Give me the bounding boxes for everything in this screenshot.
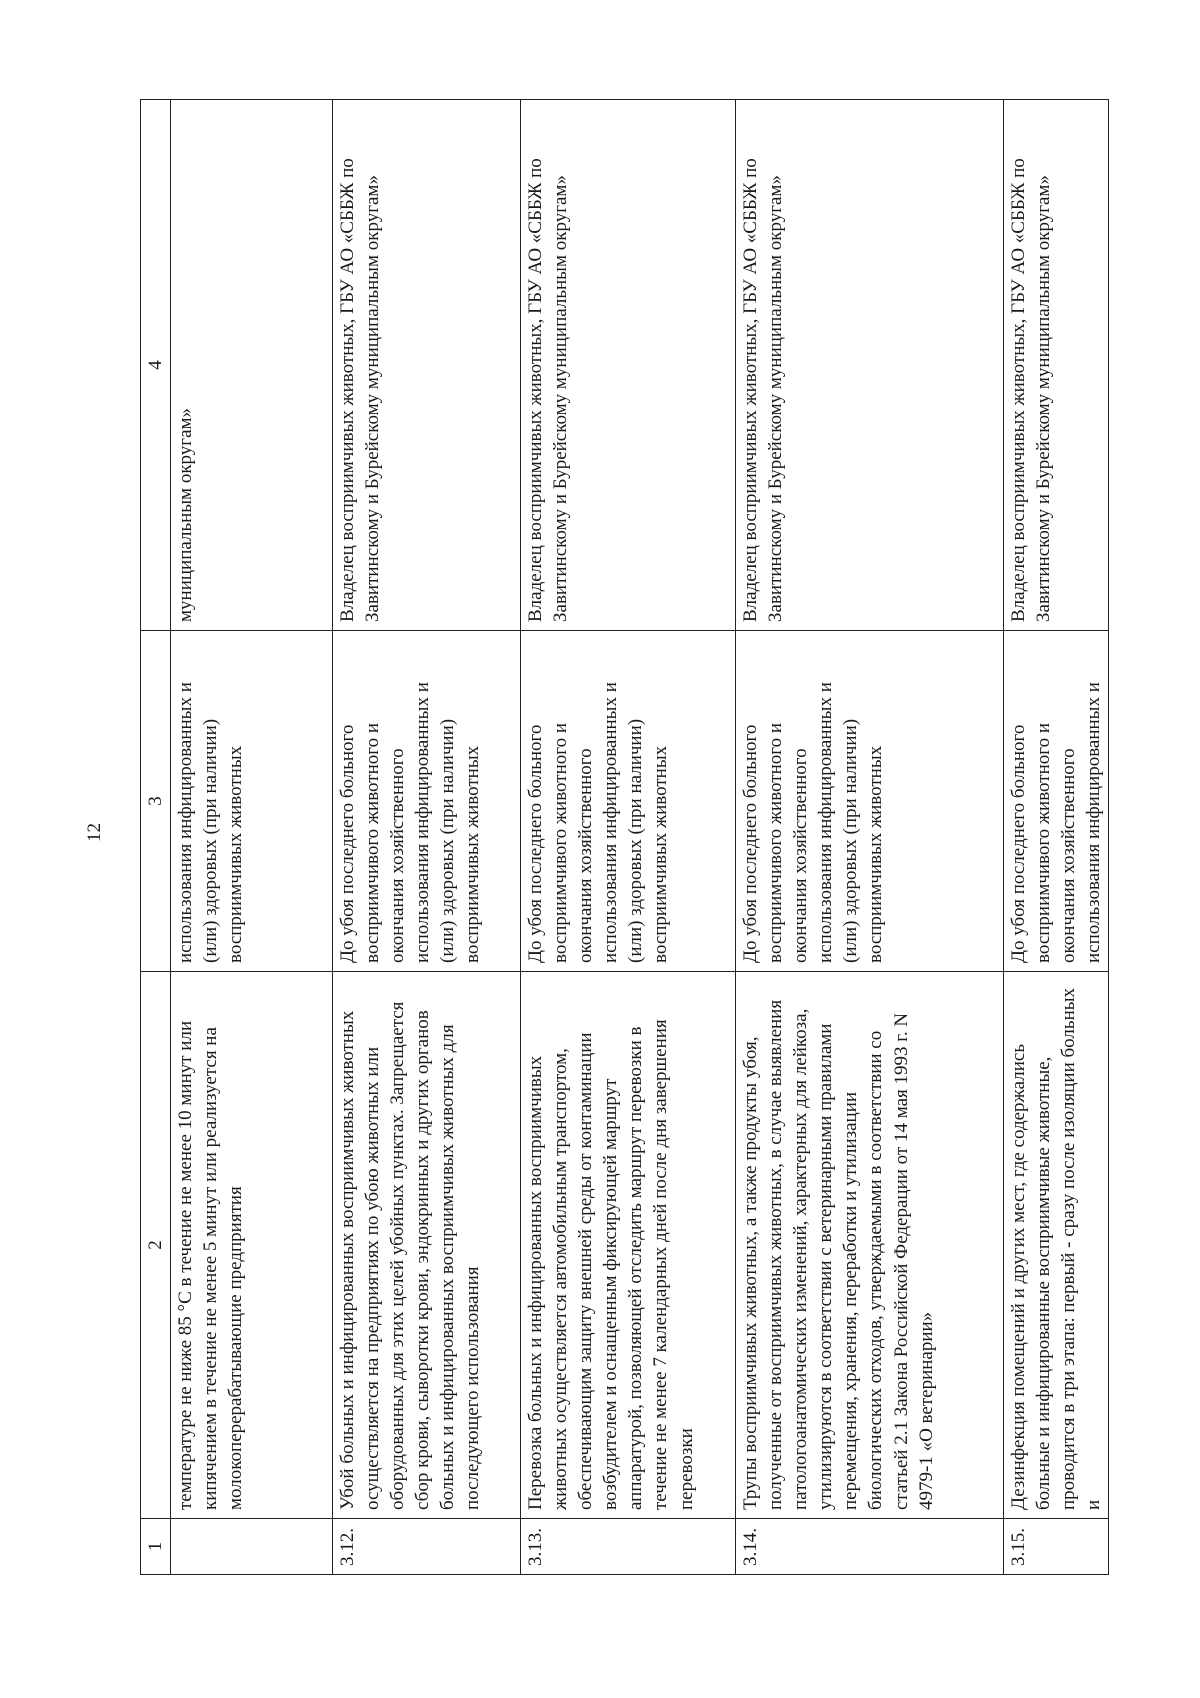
table-row [1004,100,1109,1575]
measure-cell: Перевозка больных и инфицированных восприимчивых животных осуществляется автомобильным транспортом, обеспечивающим защиту внешней среды от контаминации возбудителем и оснащенным фиксирующей маршрут аппаратурой, позволяющей отследить маршрут перевозки в течение не менее 7 календарных дней после дня завершения перевозки [521,972,736,1519]
table-row [521,100,736,1575]
page-number: 12 [84,823,105,842]
rotated-table-wrapper [140,100,1105,1575]
row-number: 3.14. [736,1519,1004,1575]
term-cell: До убоя последнего больного восприимчивого животного и окончания хозяйственного использования инфицированных и (или) здоровых (при наличии) восприимчивых животных [333,631,521,972]
table-row [333,100,521,1575]
row-number: 3.13. [521,1519,736,1575]
table-row [736,100,1004,1575]
responsible-cell: муниципальным округам» [171,100,333,631]
measure-cell: Трупы восприимчивых животных, а также продукты убоя, полученные от восприимчивых животных, в случае выявления патологоанатомических изменений, характерных для лейкоза, утилизируются в соответствии с ветеринарными правилами перемещения, хранения, переработки и утилизации биологических отходов, утверждаемыми в соответствии со статьей 2.1 Закона Российской Федерации от 14 мая 1993 г. N 4979-1 «О ветеринарии» [736,972,1004,1519]
row-number: 3.15. [1004,1519,1109,1575]
term-cell: использования инфицированных и (или) здоровых (при наличии) восприимчивых животных [171,631,333,972]
row-number [171,1519,333,1575]
measure-cell: Дезинфекция помещений и других мест, где содержались больные и инфицированные восприимчивые животные, проводится в три этапа: первый - сразу после изоляции больных и [1004,972,1109,1519]
responsible-cell: Владелец восприимчивых животных, ГБУ АО «СББЖ по Завитинскому и Бурейскому муниципальным округам» [333,100,521,631]
header-col-4: 4 [141,100,171,631]
header-col-3: 3 [141,631,171,972]
term-cell: До убоя последнего больного восприимчивого животного и окончания хозяйственного использования инфицированных и (или) здоровых (при наличии) восприимчивых животных [521,631,736,972]
measure-cell: температуре не ниже 85 °С в течение не менее 10 минут или кипячением в течение не менее 5 минут или реализуется на молокоперерабатывающие предприятия [171,972,333,1519]
measure-cell: Убой больных и инфицированных восприимчивых животных осуществляется на предприятиях по убою животных или оборудованных для этих целей убойных пунктах. Запрещается сбор крови, сыворотки крови, эндокринных и других органов больных и инфицированных восприимчивых животных для последующего использования [333,972,521,1519]
measures-table [140,99,1109,1575]
row-number: 3.12. [333,1519,521,1575]
table-row [171,100,333,1575]
header-col-2: 2 [141,972,171,1519]
responsible-cell: Владелец восприимчивых животных, ГБУ АО «СББЖ по Завитинскому и Бурейскому муниципальным округам» [736,100,1004,631]
table-header-row [141,100,171,1575]
term-cell: До убоя последнего больного восприимчивого животного и окончания хозяйственного использования инфицированных и [1004,631,1109,972]
header-col-1: 1 [141,1519,171,1575]
term-cell: До убоя последнего больного восприимчивого животного и окончания хозяйственного использования инфицированных и (или) здоровых (при наличии) восприимчивых животных [736,631,1004,972]
responsible-cell: Владелец восприимчивых животных, ГБУ АО «СББЖ по Завитинскому и Бурейскому муниципальным округам» [1004,100,1109,631]
responsible-cell: Владелец восприимчивых животных, ГБУ АО «СББЖ по Завитинскому и Бурейскому муниципальным округам» [521,100,736,631]
